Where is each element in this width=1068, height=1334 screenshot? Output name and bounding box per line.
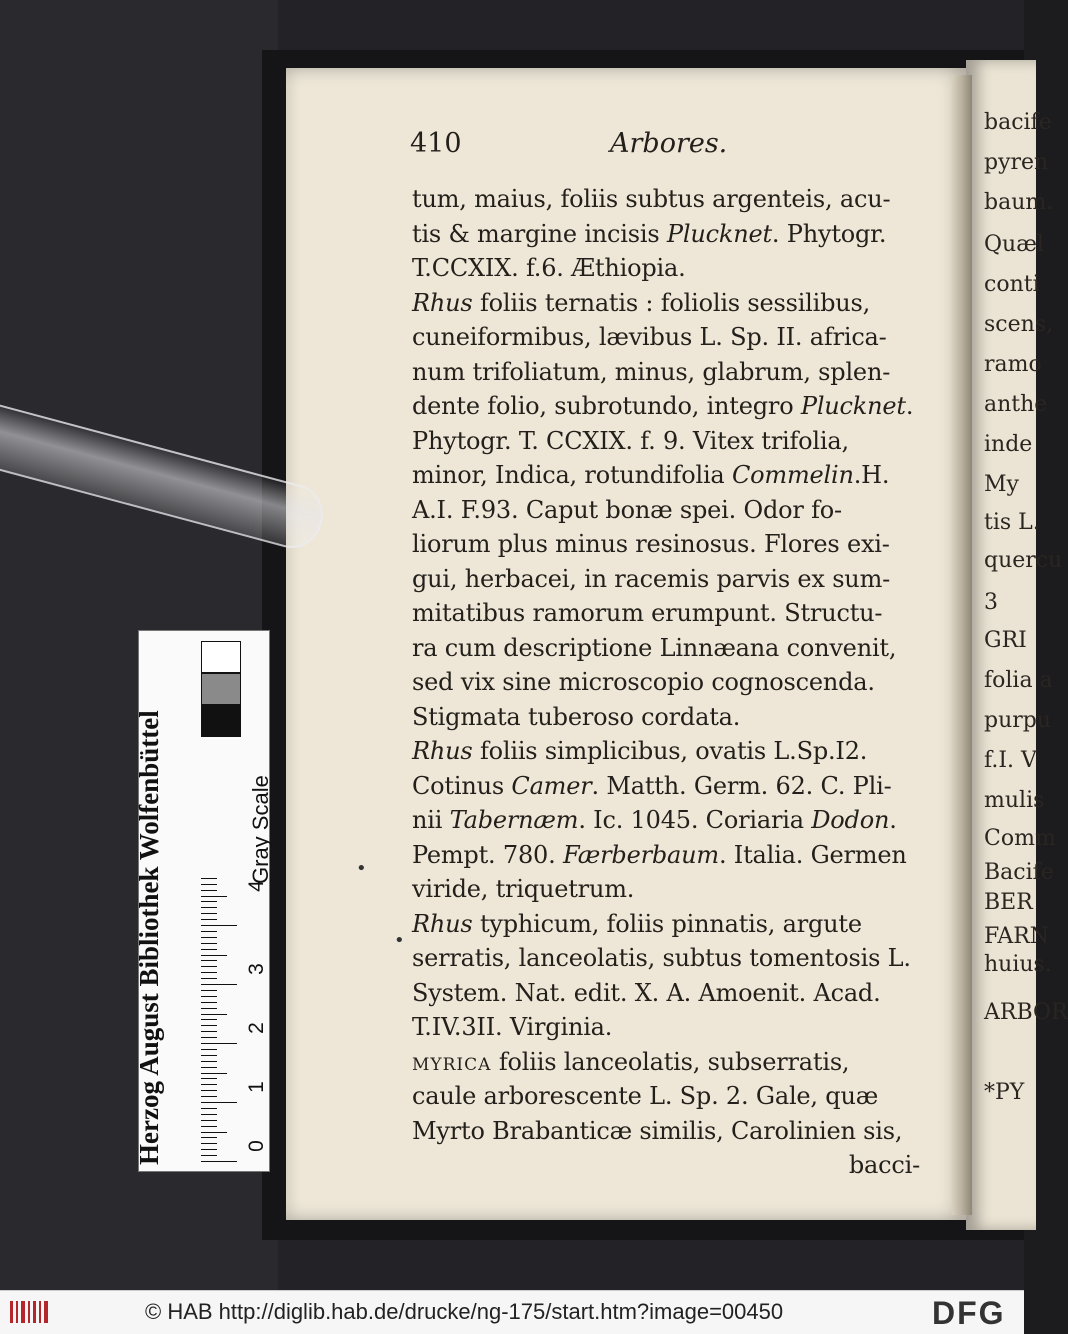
text-line: minor, Indica, rotundifolia Commelin.H.: [412, 461, 890, 489]
running-head: [410, 128, 728, 168]
ruler-tick: [201, 955, 227, 956]
page-body-text: [412, 182, 920, 1183]
ruler-tick: [201, 1155, 217, 1156]
ruler-tick: [201, 1096, 217, 1097]
ruler-tick: [201, 1102, 237, 1103]
ruler-tick: [201, 1043, 237, 1044]
facing-page-fragment: Quæl: [984, 232, 1044, 257]
ruler-number: 4: [245, 880, 268, 892]
ruler-tick: [201, 996, 217, 997]
facing-page-fragment: Comm: [984, 826, 1056, 851]
text-line: A.I. F.93. Caput bonæ spei. Odor fo-: [412, 495, 842, 524]
ruler-tick: [201, 1137, 217, 1138]
ruler-tick: [201, 972, 217, 973]
margin-mark: •: [356, 858, 367, 879]
italic-name: Rhus: [412, 909, 473, 938]
text-line: Stigmata tuberoso cordata.: [412, 702, 741, 731]
ruler-number: 0: [245, 1140, 268, 1152]
ruler-tick: [201, 1084, 217, 1085]
facing-page-fragment: inde: [984, 432, 1033, 457]
ruler-tick: [201, 990, 217, 991]
text-line: sed vix sine microscopio cognoscenda.: [412, 668, 875, 696]
swatch-white: [201, 641, 241, 673]
text-line: bacci-: [848, 1151, 920, 1179]
facing-page: [966, 60, 1068, 1230]
ruler-tick: [201, 884, 217, 885]
ruler-tick: [201, 1055, 217, 1056]
ruler-tick: [201, 901, 217, 902]
ruler-tick: [201, 1114, 217, 1115]
italic-name: Commelin: [731, 461, 854, 489]
swatch-black: [201, 705, 241, 737]
ruler-tick: [201, 1025, 217, 1026]
italic-name: Dodon: [811, 806, 890, 834]
ruler-number: 3: [245, 963, 268, 975]
ruler-tick: [201, 1143, 217, 1144]
text-line: Myrto Brabanticæ similis, Carolinien sis,: [412, 1116, 903, 1145]
ruler-tick: [201, 966, 217, 967]
italic-name: Færberbaum: [562, 840, 719, 869]
margin-mark: •: [394, 930, 405, 951]
ruler-tick: [201, 1067, 217, 1068]
facing-page-fragment: anthe: [984, 392, 1048, 417]
viewer-footer: [0, 1290, 1024, 1334]
ruler-tick: [201, 1149, 217, 1150]
ruler-tick: [201, 896, 227, 897]
text-line: liorum plus minus resinosus. Flores exi-: [412, 530, 890, 558]
ruler-tick: [201, 949, 217, 950]
ruler-tick: [201, 1120, 217, 1121]
text-line: T.IV.3II. Virginia.: [412, 1013, 613, 1041]
page-gutter-edge: [952, 75, 972, 1215]
ruler-tick: [201, 1002, 217, 1003]
facing-page-fragment: baum.: [984, 190, 1054, 215]
facing-page-fragment: GRI: [984, 628, 1027, 653]
ruler-tick: [201, 960, 217, 961]
ruler-number: 2: [245, 1022, 268, 1034]
facing-page-fragment: conti: [984, 272, 1040, 297]
italic-name: Plucknet: [666, 219, 772, 248]
ruler-tick: [201, 907, 217, 908]
text-line: Phytogr. T. CCXIX. f. 9. Vitex trifolia,: [412, 426, 849, 455]
facing-page-fragment: bacife: [984, 110, 1052, 135]
dfg-logo: DFG: [932, 1295, 1006, 1331]
text-line: nii Tabernæm. Ic. 1045. Coriaria Dodon.: [412, 806, 897, 834]
text-line: tum, maius, foliis subtus argenteis, acu-: [412, 185, 891, 213]
gray-scale-label: Gray Scale: [248, 775, 273, 884]
ruler-tick: [201, 1019, 217, 1020]
ruler-tick: [201, 1031, 217, 1032]
ruler-tick: [201, 913, 217, 914]
text-line: Rhus foliis simplicibus, ovatis L.Sp.I2.: [412, 737, 868, 765]
ruler-tick: [201, 937, 217, 938]
text-line: cuneiformibus, lævibus L. Sp. II. africa-: [412, 323, 887, 351]
ruler-tick: [201, 943, 217, 944]
facing-page-fragment: ARBOR: [984, 1000, 1068, 1025]
genus-name: myrica: [412, 1047, 492, 1076]
text-line: dente folio, subrotundo, integro Plucknet.: [412, 392, 914, 420]
facing-page-fragment: FARN: [984, 924, 1050, 949]
text-line: mitatibus ramorum erumpunt. Structu-: [412, 599, 883, 627]
text-line: serratis, lanceolatis, subtus tomentosis L.: [412, 944, 911, 972]
facing-page-fragment: ramo: [984, 352, 1042, 377]
italic-name: Plucknet: [800, 392, 906, 420]
ruler-tick: [201, 1037, 217, 1038]
ruler-tick: [201, 1008, 217, 1009]
text-line: Pempt. 780. Færberbaum. Italia. Germen: [412, 840, 907, 869]
italic-name: Camer: [511, 771, 592, 800]
facing-page-fragment: huius.: [984, 952, 1052, 977]
ruler-tick: [201, 984, 237, 985]
ruler-tick: [201, 1073, 227, 1074]
ruler-tick: [201, 1126, 217, 1127]
text-line: Rhus typhicum, foliis pinnatis, argute: [412, 909, 862, 938]
text-line: gui, herbacei, in racemis parvis ex sum-: [412, 564, 891, 593]
facing-page-fragment: My: [984, 472, 1019, 497]
ruler-tick: [201, 1061, 217, 1062]
ruler-tick: [201, 1078, 217, 1079]
hab-barcode-logo-icon: [8, 1297, 52, 1327]
facing-page-fragment: *PY: [984, 1080, 1025, 1105]
ruler-tick: [201, 1090, 217, 1091]
ruler-tick: [201, 978, 217, 979]
facing-page-fragment: mulis: [984, 788, 1045, 813]
text-line: T.CCXIX. f.6. Æthiopia.: [412, 254, 686, 282]
gray-scale-card: [134, 630, 273, 1172]
facing-page-fragment: 3: [984, 590, 998, 615]
ruler-number: 1: [245, 1081, 268, 1093]
ruler-tick: [201, 931, 217, 932]
swatch-gray: [201, 673, 241, 705]
source-link[interactable]: © HAB http://diglib.hab.de/drucke/ng-175/start.htm?image=00450: [145, 1299, 784, 1324]
facing-page-fragment: purpu: [984, 708, 1052, 733]
facing-page-fragment: scens,: [984, 312, 1054, 337]
library-name-label: Herzog August Bibliothek Wolfenbüttel: [134, 710, 164, 1165]
text-line: System. Nat. edit. X. A. Amoenit. Acad.: [412, 978, 881, 1007]
facing-page-fragment: pyren: [984, 150, 1049, 175]
text-line: viride, triquetrum.: [412, 875, 635, 903]
running-title: Arbores.: [610, 128, 728, 159]
ruler-tick: [201, 919, 217, 920]
page-number: 410: [410, 128, 462, 159]
text-line: ra cum descriptione Linnæana convenit,: [412, 633, 897, 662]
ruler-ticks: [201, 871, 241, 1161]
ruler-tick: [201, 1108, 217, 1109]
facing-page-fragment: Bacife: [984, 860, 1054, 885]
text-line: tis & margine incisis Plucknet. Phytogr.: [412, 219, 887, 248]
text-line: num trifoliatum, minus, glabrum, splen-: [412, 357, 891, 386]
italic-name: Rhus: [412, 737, 473, 765]
ruler-tick: [201, 1161, 237, 1162]
ruler-tick: [201, 1049, 217, 1050]
italic-name: Rhus: [412, 288, 473, 317]
ruler-tick: [201, 1014, 227, 1015]
ruler-tick: [201, 878, 217, 879]
text-line: myrica foliis lanceolatis, subserratis,: [412, 1047, 850, 1076]
facing-page-fragment: folia a: [984, 668, 1053, 693]
facing-page-fragment: tis L.: [984, 510, 1040, 535]
facing-page-fragment: BER: [984, 890, 1033, 915]
text-line: caule arborescente L. Sp. 2. Gale, quæ: [412, 1082, 879, 1110]
text-line: Rhus foliis ternatis : foliolis sessilibus,: [412, 288, 871, 317]
ruler-tick: [201, 890, 217, 891]
ruler-tick: [201, 1132, 227, 1133]
facing-page-fragment: f.I. V: [984, 748, 1037, 773]
italic-name: Tabernæm: [449, 806, 579, 834]
facing-page-fragment: quercu: [984, 548, 1063, 573]
ruler-tick: [201, 925, 237, 926]
text-line: Cotinus Camer. Matth. Germ. 62. C. Pli-: [412, 771, 892, 800]
